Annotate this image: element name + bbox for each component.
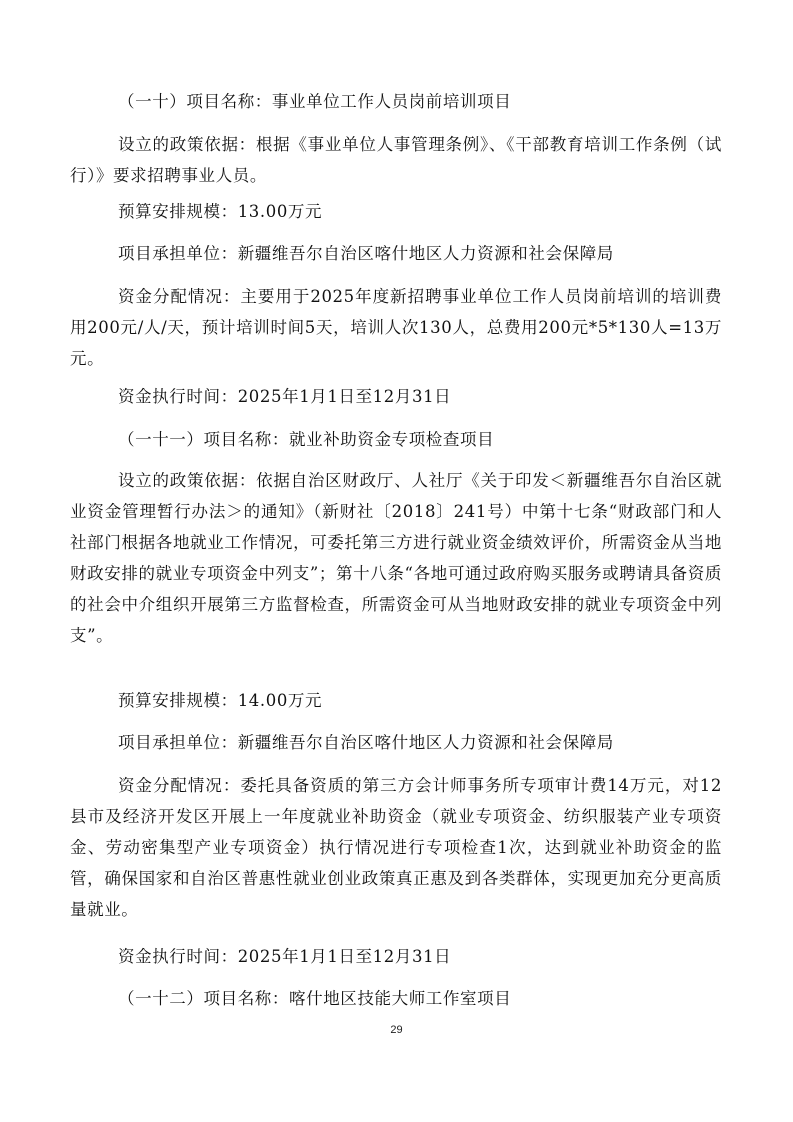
section-10-policy-basis: 设立的政策依据：根据《事业单位人事管理条例》、《干部教育培训工作条例（试行）》要求招聘事业人员。: [70, 135, 722, 185]
section-11-policy-basis: 设立的政策依据：依据自治区财政厅、人社厅《关于印发＜新疆维吾尔自治区就业资金管理暂行办法＞的通知》（新财社〔2018〕241号）中第十七条“财政部门和人社部门根据各地就业工作情况，可委托第三方进行就业资金绩效评价，所需资金从当地财政安排的就业专项资金中列支”；第十八条“各地可通过政府购买服务或聘请具备资质的社会中介组织开展第三方监督检查，所需资金可从当地财政安排的就业专项资金中列支”。: [70, 471, 722, 645]
section-12-title: （一十二）项目名称：喀什地区技能大师工作室项目: [118, 989, 512, 1008]
section-10-execution-time: 资金执行时间：2025年1月1日至12月31日: [118, 387, 452, 406]
page-number: 29: [390, 1024, 403, 1036]
section-11-undertaking-unit: 项目承担单位：新疆维吾尔自治区喀什地区人力资源和社会保障局: [118, 733, 614, 752]
section-10-undertaking-unit: 项目承担单位：新疆维吾尔自治区喀什地区人力资源和社会保障局: [118, 244, 614, 263]
section-11-execution-time: 资金执行时间：2025年1月1日至12月31日: [118, 947, 452, 966]
section-10-budget: 预算安排规模：13.00万元: [118, 202, 323, 221]
section-10-fund-allocation: 资金分配情况：主要用于2025年度新招聘事业单位工作人员岗前培训的培训费用200元/人/天，预计培训时间5天，培训人次130人，总费用200元*5*130人=13万元。: [70, 287, 722, 368]
section-10-title: （一十）项目名称：事业单位工作人员岗前培训项目: [118, 92, 512, 111]
section-11-budget: 预算安排规模：14.00万元: [118, 691, 323, 710]
section-11-fund-allocation: 资金分配情况：委托具备资质的第三方会计师事务所专项审计费14万元，对12县市及经济开发区开展上一年度就业补助资金（就业专项资金、纺织服装产业专项资金、劳动密集型产业专项资金）执行情况进行专项检查1次，达到就业补助资金的监管，确保国家和自治区普惠性就业创业政策真正惠及到各类群体，实现更加充分更高质量就业。: [70, 776, 722, 919]
section-11-title: （一十一）项目名称：就业补助资金专项检查项目: [118, 430, 495, 449]
